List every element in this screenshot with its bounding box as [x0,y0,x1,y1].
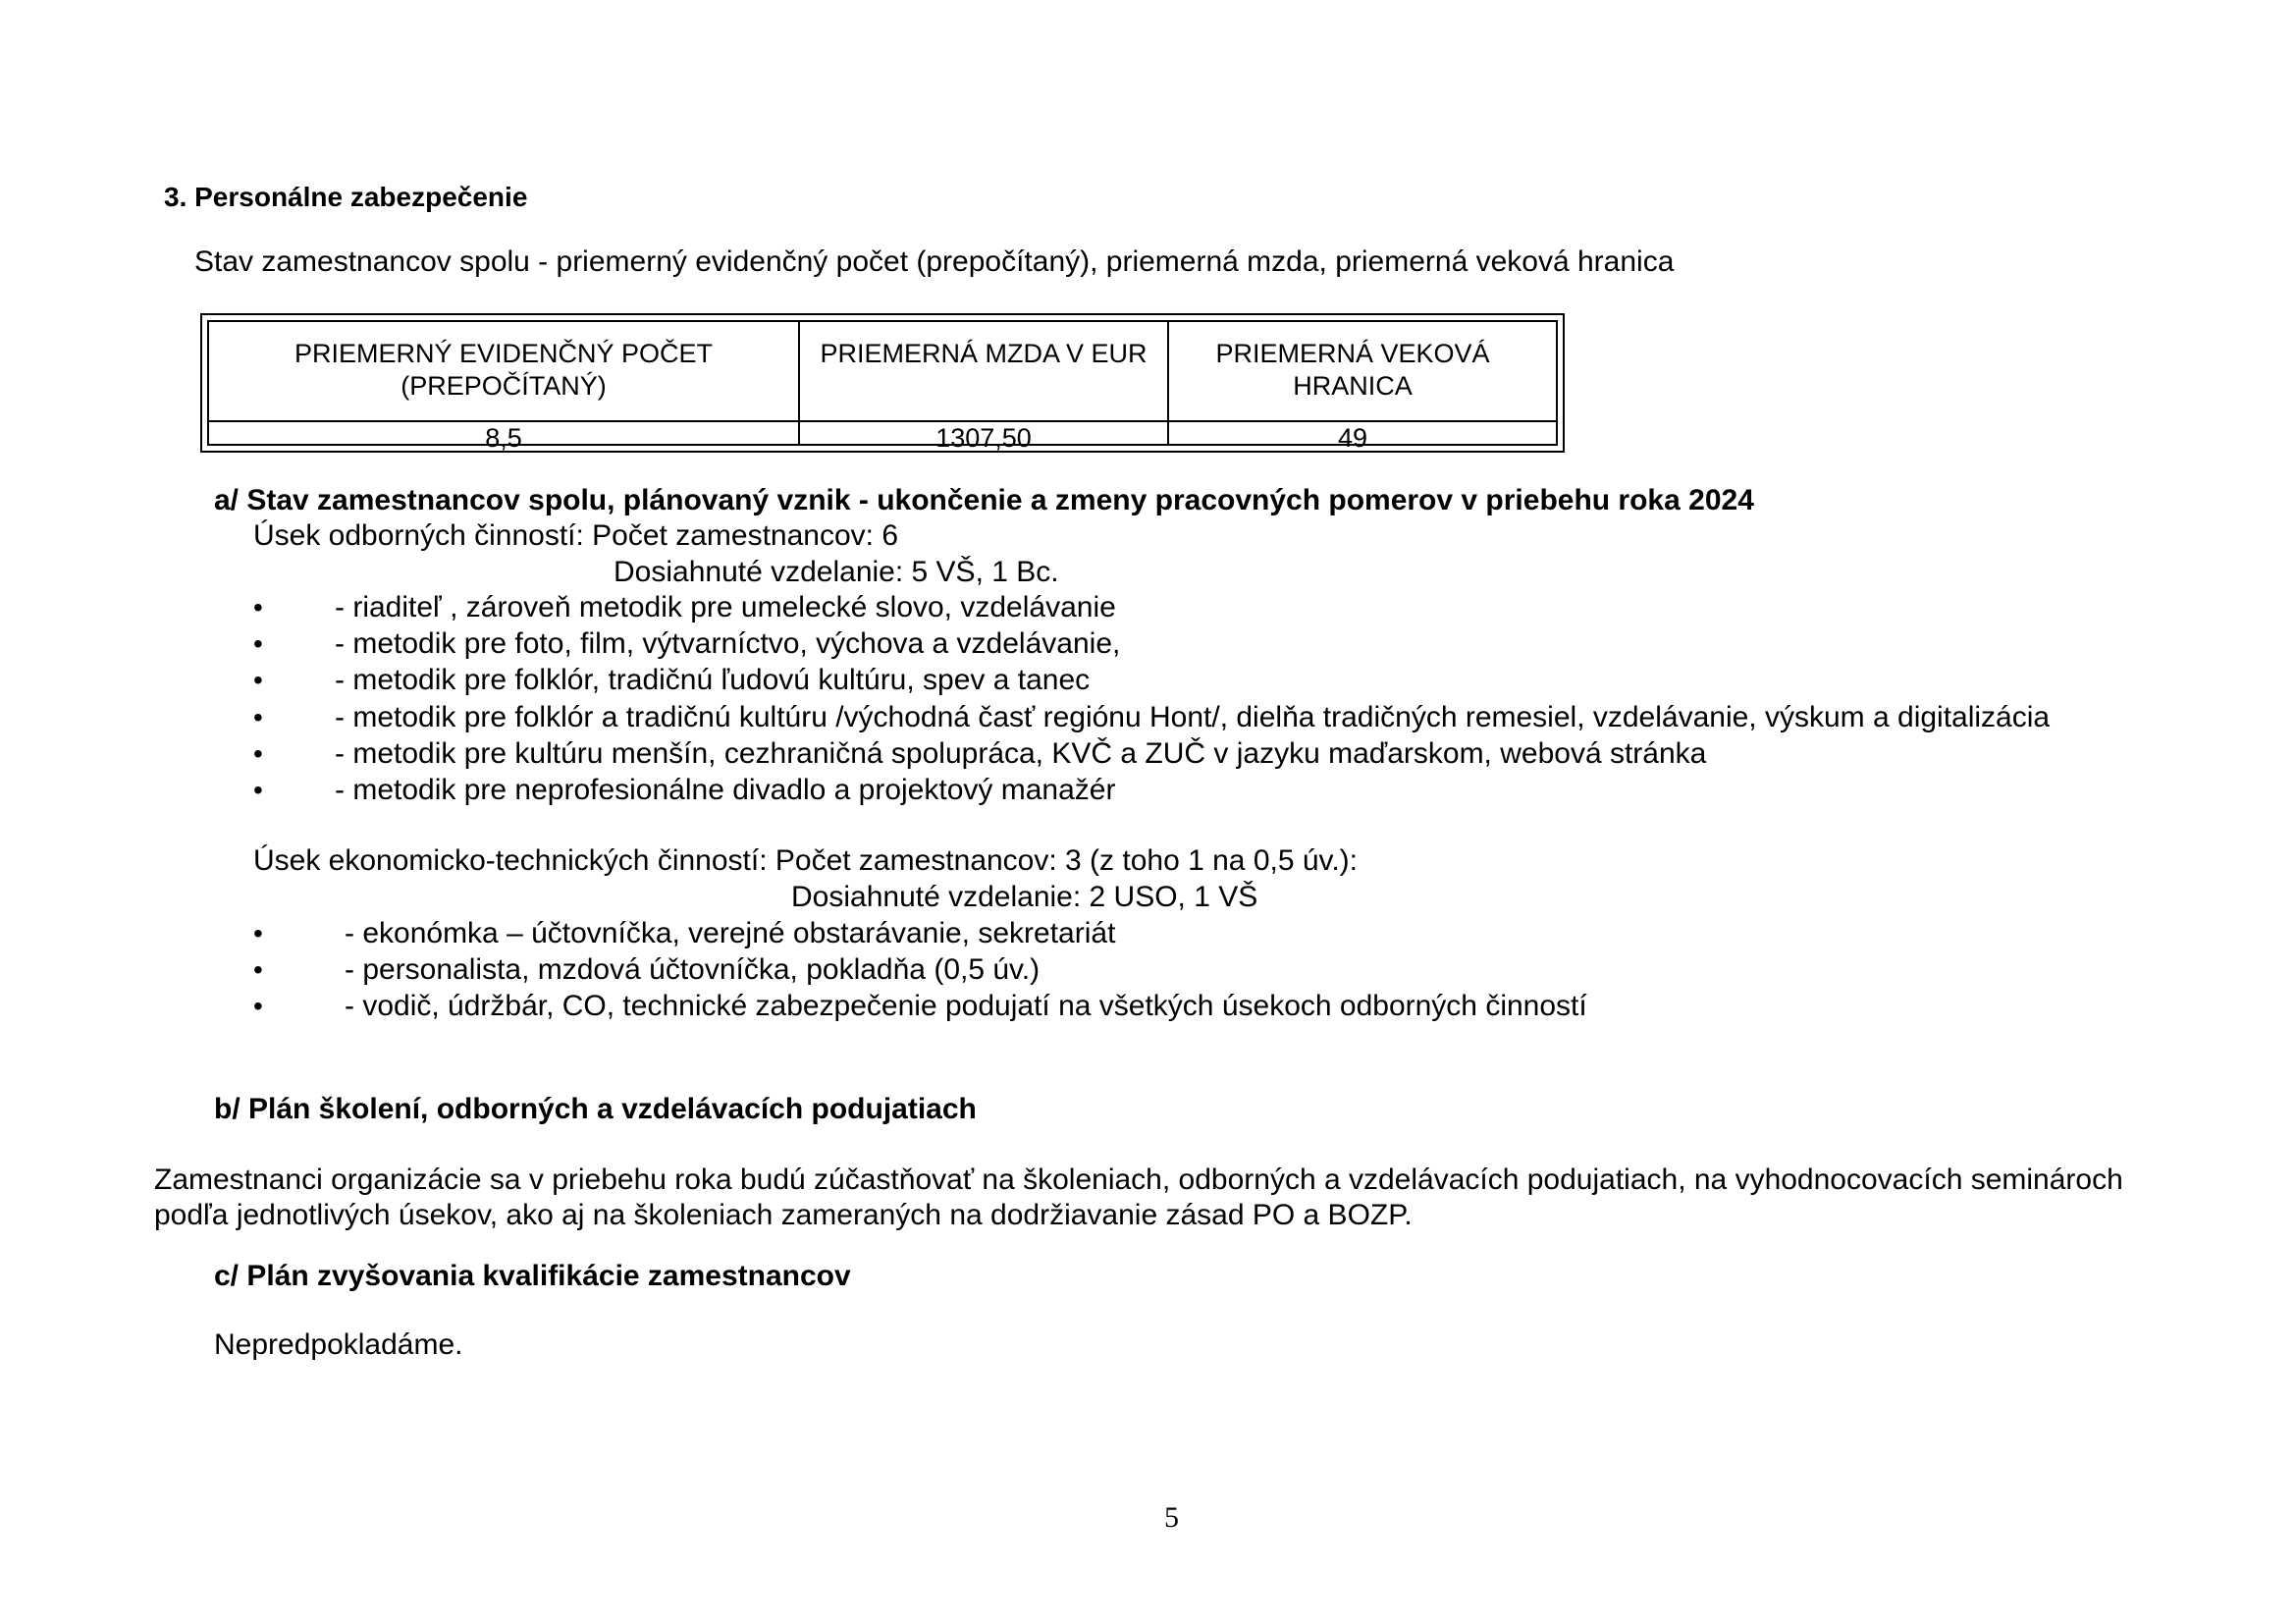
section-b-heading: b/ Plán školení, odborných a vzdelávacích podujatiach [214,1093,977,1125]
dept2-education: Dosiahnuté vzdelanie: 2 USO, 1 VŠ [791,881,1258,913]
table-header-cell: PRIEMERNÁ VEKOVÁ HRANICA [1215,339,1490,401]
table-header-cell: PRIEMERNÝ EVIDENČNÝ POČET (PREPOČÍTANÝ) [294,339,714,401]
section-title: 3. Personálne zabezpečenie [164,182,528,212]
list-item: - ekonómka – účtovníčka, verejné obstarávanie, sekretariát [345,917,1116,949]
staff-table [200,313,1565,453]
intro-text: Stav zamestnancov spolu - priemerný evidenčný počet (prepočítaný), priemerná mzda, priemerná veková hranica [194,245,1675,278]
section-b-paragraph-line2: podľa jednotlivých úsekov, ako aj na školeniach zameraných na dodržiavanie zásad PO a BOZP. [154,1199,1413,1231]
dept1-line: Úsek odborných činností: Počet zamestnancov: 6 [253,519,899,552]
section-b-paragraph-line1: Zamestnanci organizácie sa v priebehu roka budú zúčastňovať na školeniach, odborných a vzdelávacích podujatiach, na vyhodnocovacích seminároch [154,1164,2123,1196]
page-number: 5 [1164,1501,1179,1534]
staff-table-inner [207,320,1558,453]
list-item: - riaditeľ , zároveň metodik pre umelecké slovo, vzdelávanie [335,591,1116,623]
section-c-heading: c/ Plán zvyšovania kvalifikácie zamestnancov [214,1260,851,1292]
bullet-icon: • [253,954,263,985]
table-cell: 8,5 [485,423,522,453]
list-item: - metodik pre foto, film, výtvarníctvo, výchova a vzdelávanie, [335,627,1121,660]
bullet-icon: • [253,665,263,695]
list-item: - metodik pre kultúru menšín, cezhraničná spolupráca, KVČ a ZUČ v jazyku maďarskom, webová stránka [335,737,1707,770]
section-a-heading: a/ Stav zamestnancov spolu, plánovaný vznik - ukončenie a zmeny pracovných pomerov v priebehu roka 2024 [214,484,1754,516]
bullet-icon: • [253,592,263,623]
dept1-education: Dosiahnuté vzdelanie: 5 VŠ, 1 Bc. [614,556,1059,588]
bullet-icon: • [253,991,263,1021]
list-item: - personalista, mzdová účtovníčka, pokladňa (0,5 úv.) [345,953,1041,986]
section-c-text: Nepredpokladáme. [214,1328,463,1361]
list-item: - vodič, údržbár, CO, technické zabezpečenie podujatí na všetkých úsekoch odborných činností [345,990,1587,1022]
list-item: - metodik pre neprofesionálne divadlo a projektový manažér [335,774,1116,806]
table-header-cell: PRIEMERNÁ MZDA V EUR [820,339,1148,368]
table-cell: 49 [1337,423,1368,453]
list-item: - metodik pre folklór a tradičnú kultúru /východná časť regiónu Hont/, dielňa tradičných remesiel, vzdelávanie, výskum a digitalizácia [335,701,2051,733]
table-cell: 1307,50 [935,423,1032,453]
dept2-line: Úsek ekonomicko-technických činností: Počet zamestnancov: 3 (z toho 1 na 0,5 úv.): [253,844,1358,877]
bullet-icon: • [253,918,263,948]
bullet-icon: • [253,702,263,732]
list-item: - metodik pre folklór, tradičnú ľudovú kultúru, spev a tanec [335,664,1091,696]
bullet-icon: • [253,628,263,659]
bullet-icon: • [253,738,263,769]
bullet-icon: • [253,775,263,805]
